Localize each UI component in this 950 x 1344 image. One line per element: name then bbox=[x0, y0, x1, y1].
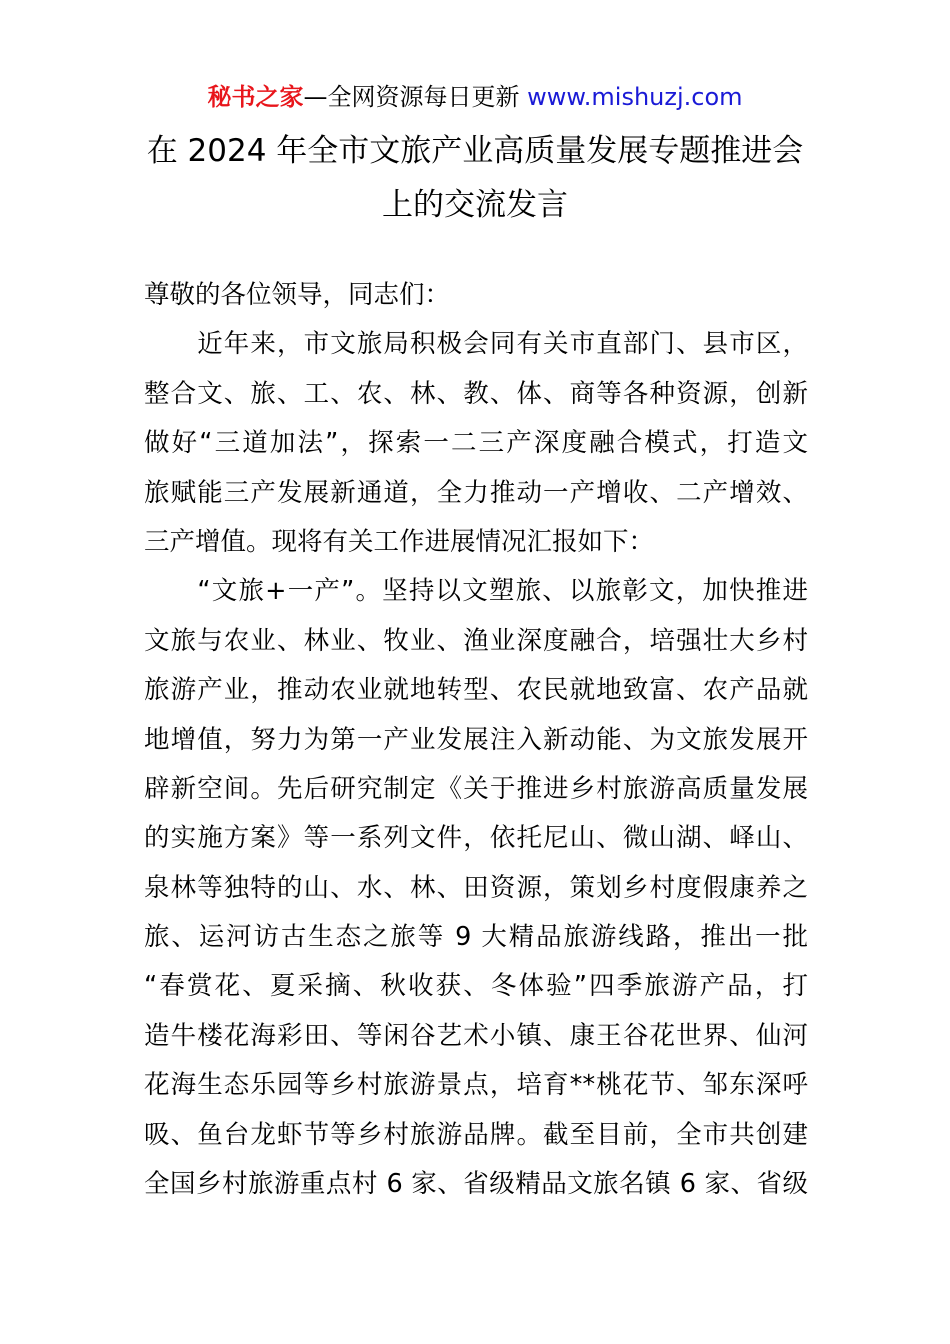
body-line: 做好“三道加法”，探索一二三产深度融合模式，打造文 bbox=[144, 428, 808, 459]
body-line: “春赏花、夏采摘、秋收获、冬体验”四季旅游产品，打 bbox=[144, 971, 808, 1002]
body-line: 文旅与农业、林业、牧业、渔业深度融合，培强壮大乡村 bbox=[144, 625, 808, 656]
body-line: 地增值，努力为第一产业发展注入新动能、为文旅发展开 bbox=[144, 724, 808, 755]
body-line: 花海生态乐园等乡村旅游景点，培育**桃花节、邹东深呼 bbox=[144, 1070, 808, 1101]
body-line: 旅游产业，推动农业就地转型、农民就地致富、农产品就 bbox=[144, 675, 808, 706]
title-line-1: 在 2024 年全市文旅产业高质量发展专题推进会 bbox=[146, 133, 804, 169]
site-url[interactable]: www.mishuzj.com bbox=[527, 83, 743, 111]
body-line: 吸、鱼台龙虾节等乡村旅游品牌。截至目前，全市共创建 bbox=[144, 1119, 808, 1150]
body-line: 造牛楼花海彩田、等闲谷艺术小镇、康王谷花世界、仙河 bbox=[144, 1020, 808, 1051]
body-line: 三产增值。现将有关工作进展情况汇报如下： bbox=[144, 526, 655, 557]
body-line: 泉林等独特的山、水、林、田资源，策划乡村度假康养之 bbox=[144, 872, 808, 903]
body-line: 的实施方案》等一系列文件，依托尼山、微山湖、峄山、 bbox=[144, 823, 808, 854]
body-line: 旅、运河访古生态之旅等 9 大精品旅游线路，推出一批 bbox=[144, 922, 808, 953]
body-line: 旅赋能三产发展新通道，全力推动一产增收、二产增效、 bbox=[144, 477, 808, 508]
title-line-2: 上的交流发言 bbox=[382, 187, 568, 223]
body-line: 全国乡村旅游重点村 6 家、省级精品文旅名镇 6 家、省级 bbox=[144, 1169, 808, 1200]
brand-name: 秘书之家 bbox=[207, 83, 304, 111]
body-line: 辟新空间。先后研究制定《关于推进乡村旅游高质量发展 bbox=[144, 773, 808, 804]
body-line: “文旅+一产”。坚持以文塑旅、以旅彰文，加快推进 bbox=[144, 576, 808, 607]
site-header bbox=[0, 80, 950, 114]
document-title bbox=[100, 124, 850, 232]
document-body bbox=[144, 271, 808, 1209]
body-line: 近年来，市文旅局积极会同有关市直部门、县市区， bbox=[144, 329, 808, 360]
header-tagline: —全网资源每日更新 bbox=[303, 83, 528, 111]
body-line: 整合文、旅、工、农、林、教、体、商等各种资源，创新 bbox=[144, 378, 808, 409]
salutation: 尊敬的各位领导，同志们： bbox=[144, 280, 451, 310]
